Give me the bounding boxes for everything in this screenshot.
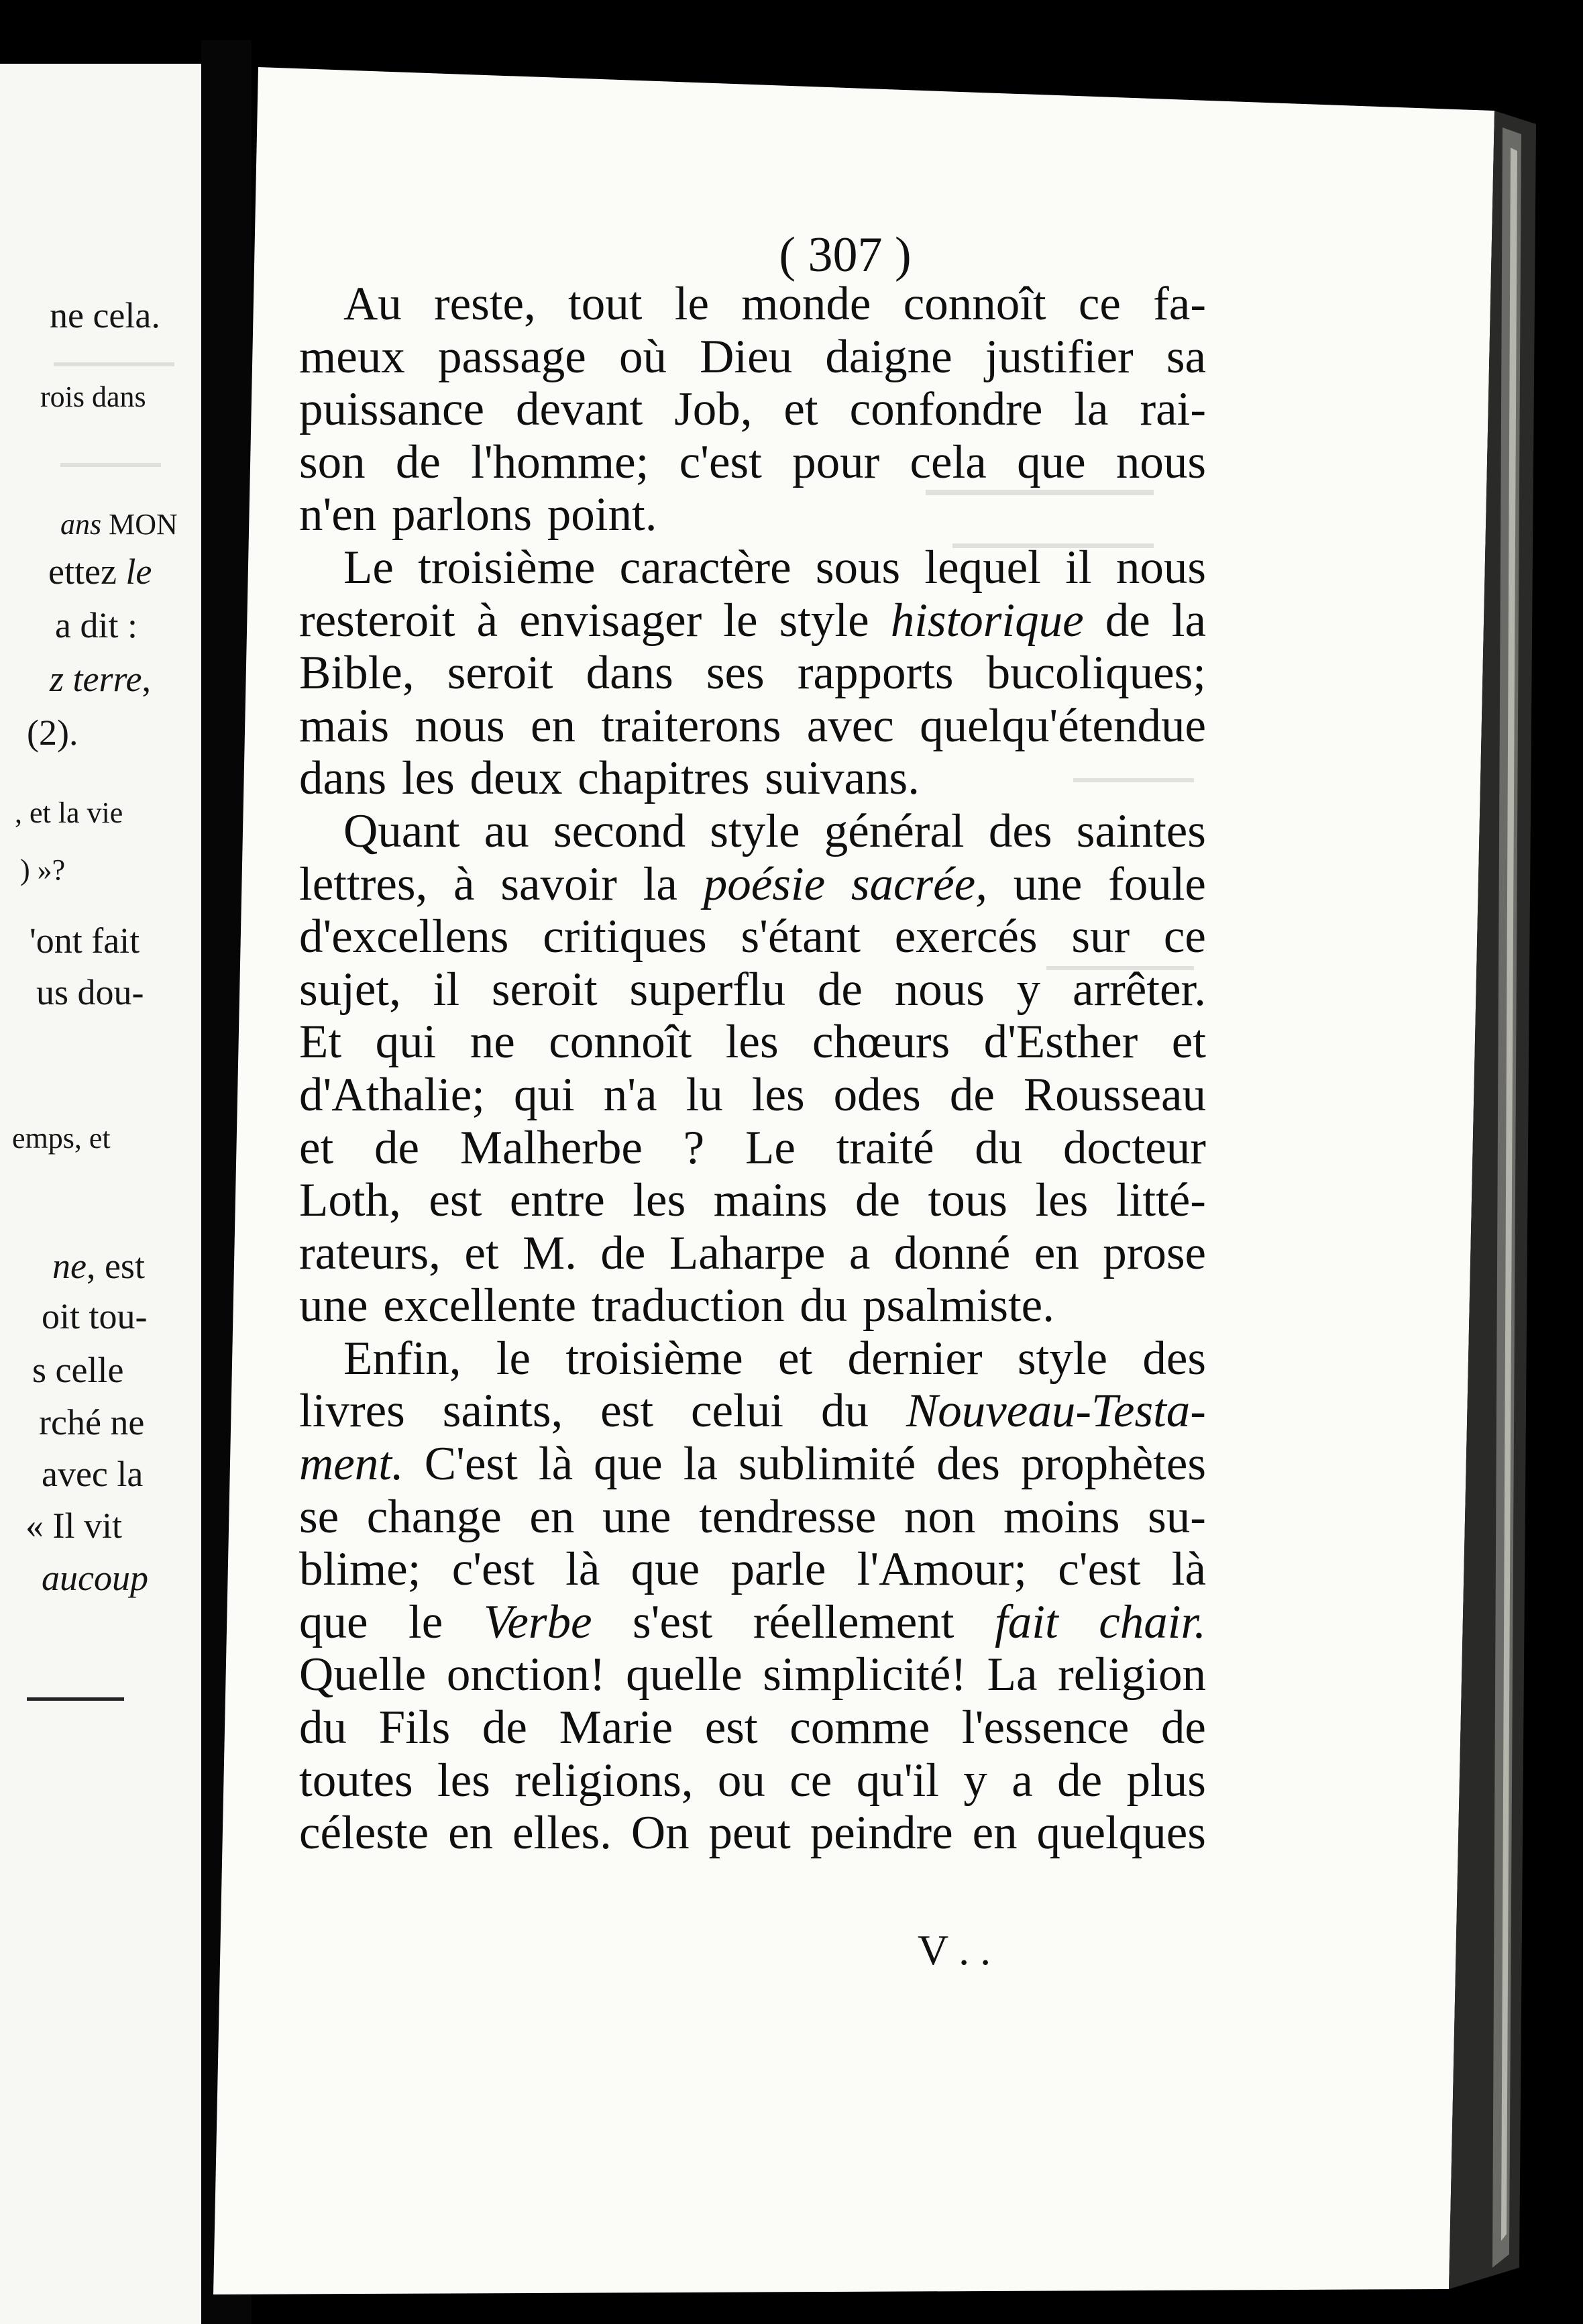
word: la [1171,594,1206,647]
word: s'est [633,1595,713,1648]
word: elles. [512,1807,612,1860]
text-line [299,1701,1206,1754]
word: où [618,330,667,383]
text-line [299,752,1206,805]
word: qu'il [856,1754,939,1807]
word: Enfin, [343,1332,461,1385]
text-line [299,1648,1206,1701]
signature-mark: V . . [918,1926,991,1974]
word: fait [995,1595,1058,1648]
word: peindre [810,1807,953,1860]
text-line [299,1174,1206,1227]
left-page-rule [27,1697,124,1701]
word: de [817,963,863,1016]
word: sa [1166,330,1206,383]
word: le [496,1332,531,1385]
text-line [299,1754,1206,1807]
word: du [820,1385,869,1438]
word: ce [1163,910,1206,963]
word: y [1016,963,1041,1016]
text-line [299,331,1206,384]
word: style [779,594,869,647]
word: que [1017,435,1086,488]
word: sacrée, [851,857,987,910]
word: ou [717,1754,765,1807]
word: nous [1115,435,1206,488]
word: c'est [679,435,762,488]
word: tendresse [699,1490,877,1543]
word: les [401,752,455,805]
word: litté- [1115,1174,1206,1227]
left-page-fragment: emps, et [12,1122,111,1155]
word: du [975,1121,1023,1174]
word: suivans. [765,752,920,805]
left-page-fragment: rois dans [40,380,146,413]
word: La [987,1648,1038,1701]
word: a [1012,1754,1033,1807]
word: de [395,435,441,488]
text-line [299,436,1206,489]
word: parlons [392,488,533,541]
word: Malherbe [459,1121,643,1174]
left-page-fragment: avec la [42,1454,144,1494]
left-page-fragment: « Il vit [25,1506,122,1546]
left-page-fragment: a dit : [55,605,138,645]
word: saints, [442,1385,563,1438]
word: Le [745,1121,796,1174]
word: seroit [447,647,553,700]
word: une [602,1490,671,1543]
word: là [1171,1543,1206,1596]
text-line [299,1543,1206,1596]
word: Au [343,278,402,330]
word: quelle [626,1648,743,1701]
left-page-fragment: ettez le [48,551,152,592]
word: Nouveau-Testa- [906,1385,1206,1438]
word: est [704,1701,758,1754]
left-page-fragment: rché ne [39,1402,145,1442]
word: peut [708,1807,791,1860]
text-line [299,1438,1206,1491]
word: puissance [299,383,485,436]
word: envisager [519,594,702,647]
left-page-fragment: ) »? [20,853,66,886]
word: sublimité [738,1438,916,1491]
word: s'étant [741,910,861,963]
word: une [1013,857,1083,910]
word: prophètes [1020,1438,1206,1491]
word: ne [470,1016,515,1069]
left-page-fragment: us dou- [36,972,144,1012]
word: religion [1058,1648,1206,1701]
word: les [1035,1174,1089,1227]
word: donné [893,1226,1011,1279]
word: troisième [565,1332,743,1385]
word: et [1171,1016,1206,1069]
word: connoît [903,278,1046,330]
word: poésie [703,857,826,910]
word: sujet, [299,963,401,1016]
left-page-fragment: z terre, [50,659,151,699]
word: pour [792,435,880,488]
text-line [299,1016,1206,1069]
word: l'Amour; [857,1543,1027,1596]
word: odes [833,1068,921,1121]
word: chœurs [812,1016,950,1069]
word: comme [789,1701,930,1754]
word: en [529,1490,575,1543]
word: rai- [1140,383,1206,436]
word: de [855,1174,900,1227]
text-line [299,1227,1206,1280]
word: rapports [797,647,954,700]
word: resteroit [299,594,455,647]
word: ? [683,1121,705,1174]
word: foule [1108,857,1206,910]
word: d'Esther [983,1016,1138,1069]
word: exercés [894,910,1038,963]
word: superflu [629,963,786,1016]
page-number: ( 307 ) [779,227,912,282]
word: point. [547,488,657,541]
text-line [299,1069,1206,1122]
word: traduction [591,1279,785,1332]
word: lettres, [299,857,428,910]
word: son [299,435,366,488]
word: lequel [924,541,1041,594]
word: se [299,1490,339,1543]
word: chapitres [578,752,750,805]
text-line [299,383,1206,436]
word: de [1105,594,1150,647]
word: tous [928,1174,1007,1227]
word: des [1142,1332,1206,1385]
word: mains [713,1174,828,1227]
word: la [683,1438,718,1491]
text-line [299,541,1206,594]
word: en [448,1807,494,1860]
word: les [725,1016,779,1069]
word: la [1074,383,1109,436]
word: blime; [299,1543,421,1596]
word: parle [730,1543,826,1596]
left-page-fragment: ans MON [60,508,178,541]
word: réellement [753,1595,954,1648]
word: qui [375,1016,437,1069]
text-line [299,278,1206,331]
word: docteur [1063,1121,1206,1174]
word: quelques [1036,1807,1206,1860]
word: monde [741,278,871,330]
word: livres [299,1385,405,1438]
text-line [299,1332,1206,1385]
left-page-fragment: ne, est [52,1246,145,1286]
word: traiterons [601,699,781,752]
word: traité [836,1121,934,1174]
word: dernier [847,1332,983,1385]
word: confondre [849,383,1043,436]
word: Verbe [483,1595,592,1648]
word: sur [1071,910,1130,963]
word: Rousseau [1023,1068,1206,1121]
word: les [751,1068,805,1121]
word: nous [1115,541,1206,594]
word: Et [299,1016,342,1069]
word: que [631,1543,700,1596]
word: y [963,1754,987,1807]
word: reste, [434,278,536,330]
word: arrêter. [1072,963,1206,1016]
text-line [299,647,1206,700]
word: M. [523,1226,577,1279]
word: savoir [500,857,617,910]
word: de [1057,1754,1103,1807]
word: nous [894,963,985,1016]
word: cela [910,435,987,488]
text-line [299,963,1206,1016]
word: mais [299,699,390,752]
word: justifier [985,330,1134,383]
word: la [643,857,677,910]
word: Dieu [700,330,793,383]
word: Marie [559,1701,673,1754]
word: céleste [299,1807,429,1860]
word: Loth, [299,1174,401,1227]
word: c'est [1058,1543,1141,1596]
text-line [299,594,1206,647]
text-line [299,1491,1206,1544]
word: ses [706,647,765,700]
word: les [633,1174,686,1227]
word: de [1160,1701,1206,1754]
text-line [299,1385,1206,1438]
word: style [710,804,800,857]
word: Le [343,541,394,594]
word: il [433,963,460,1016]
word: critiques [543,910,707,963]
word: et [464,1226,499,1279]
word: Quant [343,804,460,857]
word: second [553,804,686,857]
word: ce [1078,278,1121,330]
text-line [299,910,1206,963]
word: il [1065,541,1092,594]
word: troisième [418,541,596,594]
left-page-fragment: 'ont fait [30,920,140,961]
word: saintes [1076,804,1206,857]
word: Bible, [299,647,415,700]
word: au [484,804,529,857]
word: général [824,804,965,857]
word: historique [890,594,1084,647]
word: l'homme; [471,435,649,488]
body-text [299,278,1206,1860]
text-line [299,700,1206,753]
word: le [674,278,709,330]
word: sous [815,541,901,594]
word: ment. [299,1438,404,1491]
text-line [299,488,1206,541]
word: bucoliques; [986,647,1206,700]
text-line [299,1807,1206,1860]
word: d'excellens [299,910,509,963]
word: dans [586,647,673,700]
word: des [936,1438,1000,1491]
word: tout [568,278,643,330]
word: du [800,1279,848,1332]
word: prose [1103,1226,1206,1279]
word: fa- [1153,278,1206,330]
word: est [429,1174,482,1227]
word: est [600,1385,654,1438]
word: que [299,1595,368,1648]
word: rateurs, [299,1226,441,1279]
word: Quelle [299,1648,427,1701]
word: moins [1003,1490,1120,1543]
word: plus [1126,1754,1206,1807]
text-line [299,805,1206,858]
word: en [530,699,576,752]
word: n'en [299,488,377,541]
word: à [453,857,475,910]
word: et [777,1332,813,1385]
word: connoît [549,1016,692,1069]
word: là [565,1543,600,1596]
word: Laharpe [669,1226,826,1279]
word: C'est [424,1438,518,1491]
word: caractère [619,541,791,594]
word: onction! [446,1648,606,1701]
word: que [594,1438,663,1491]
word: d'Athalie; [299,1068,485,1121]
word: qui [514,1068,575,1121]
left-page-fragment: oit tou- [42,1296,148,1336]
word: meux [299,330,405,383]
word: su- [1148,1490,1206,1543]
word: ce [789,1754,832,1807]
word: style [1017,1332,1108,1385]
word: du [299,1701,347,1754]
left-page-fragment: (2). [27,712,78,753]
word: passage [437,330,586,383]
word: celui [691,1385,783,1438]
word: chair. [1099,1595,1206,1648]
word: et [783,383,818,436]
word: et [299,1121,334,1174]
word: On [631,1807,690,1860]
text-line [299,1279,1206,1332]
word: devant [515,383,643,436]
word: des [988,804,1052,857]
word: excellente [383,1279,576,1332]
word: dans [299,752,387,805]
word: l'essence [961,1701,1130,1754]
word: une [299,1279,368,1332]
word: Fils [378,1701,451,1754]
word: deux [470,752,563,805]
word: en [1034,1226,1079,1279]
text-line [299,858,1206,911]
word: en [972,1807,1018,1860]
word: là [538,1438,574,1491]
word: c'est [451,1543,535,1596]
left-page-fragment: ne cela. [50,295,160,335]
word: religions, [514,1754,694,1807]
word: avec [806,699,894,752]
word: lu [686,1068,723,1121]
word: de [600,1226,646,1279]
word: de [949,1068,995,1121]
word: de [374,1121,420,1174]
word: non [904,1490,976,1543]
word: entre [509,1174,605,1227]
word: à [476,594,498,647]
word: de [482,1701,527,1754]
word: n'a [603,1068,657,1121]
left-page-fragment: s celle [32,1350,124,1390]
word: simplicité! [763,1648,967,1701]
left-page-fragment: aucoup [42,1558,148,1598]
word: quelqu'étendue [920,699,1206,752]
left-page-fragment: , et la vie [15,796,123,829]
word: Job, [674,383,753,436]
word: les [437,1754,490,1807]
word: change [366,1490,502,1543]
word: psalmiste. [863,1279,1054,1332]
word: le [723,594,758,647]
word: a [849,1226,871,1279]
word: nous [415,699,505,752]
text-line [299,1122,1206,1175]
text-line [299,1596,1206,1649]
word: toutes [299,1754,413,1807]
word: seroit [491,963,598,1016]
word: daigne [825,330,952,383]
word: le [408,1595,443,1648]
